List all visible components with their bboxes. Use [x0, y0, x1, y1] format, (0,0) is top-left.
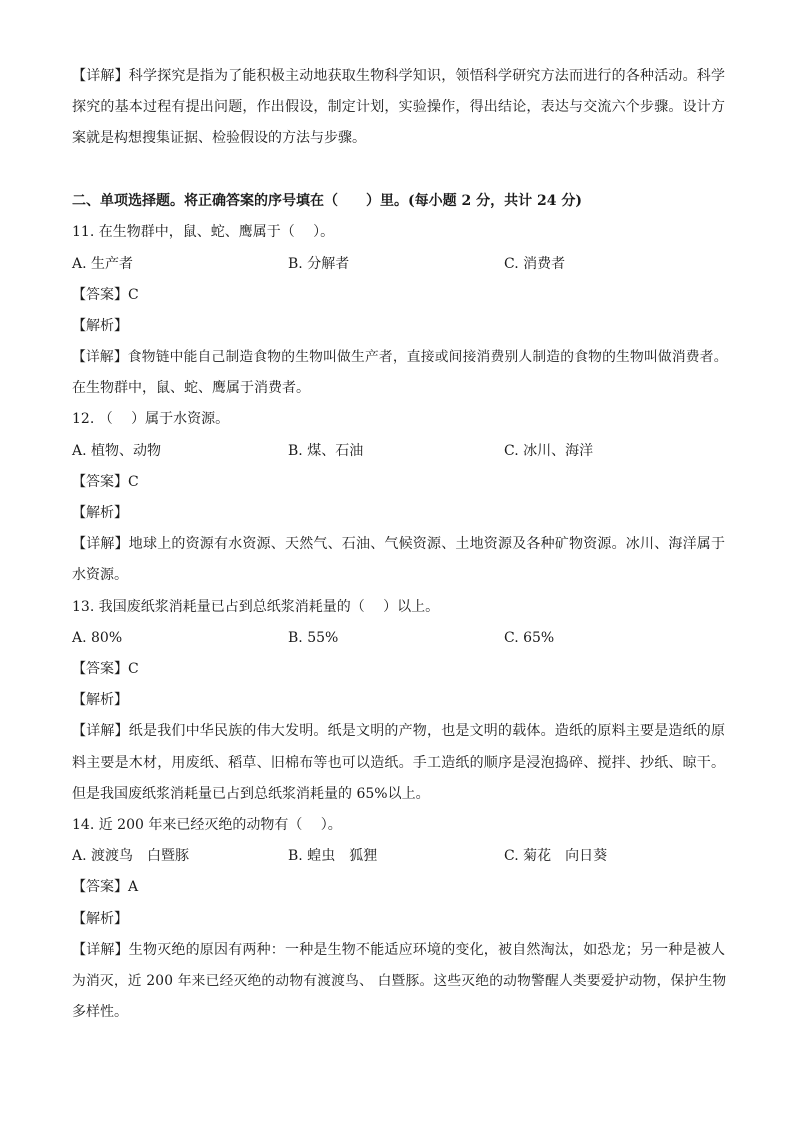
q11-stem: 11. 在生物群中，鼠、蛇、鹰属于（ ）。	[72, 224, 335, 240]
q14-option-b: B. 蝗虫 狐狸	[288, 848, 378, 864]
q11-options	[72, 254, 732, 274]
intro-explain-line-3: 案就是构想搜集证据、检验假设的方法与步骤。	[72, 130, 366, 146]
q13-analysis-text: 解析	[86, 692, 114, 708]
q12-analysis-text: 解析	[86, 505, 114, 521]
q11-analysis-label: 【解析】	[72, 318, 128, 334]
q13-option-a: A. 80%	[72, 630, 123, 646]
q11-option-a: A. 生产者	[72, 256, 134, 272]
q14-explain-line-3: 多样性。	[72, 1004, 128, 1020]
q11-explain-line-2: 在生物群中，鼠、蛇、鹰属于消费者。	[72, 380, 310, 396]
q12-option-a: A. 植物、动物	[72, 443, 162, 459]
q13-stem: 13. 我国废纸浆消耗量已占到总纸浆消耗量的（ ）以上。	[72, 599, 440, 615]
q14-explain-line-2: 为消灭，近 200 年来已经灭绝的动物有渡渡鸟、 白暨豚。这些灭绝的动物警醒人类要爱护动物，保护生物	[72, 973, 727, 989]
q14-analysis-label: 【解析】	[72, 911, 128, 927]
q12-stem: 12. （ ）属于水资源。	[72, 411, 230, 427]
section-title: 二、单项选择题。将正确答案的序号填在（ ）里。(每小题 2 分，共计 24 分)	[72, 193, 582, 209]
q11-option-b: B. 分解者	[288, 256, 350, 272]
q13-explain-line-3: 但是我国废纸浆消耗量已占到总纸浆消耗量的 65%以上。	[72, 786, 430, 802]
q14-option-c: C. 菊花 向日葵	[504, 848, 608, 864]
q12-explain-line-1: 【详解】地球上的资源有水资源、天然气、石油、气候资源、土地资源及各种矿物资源。冰川、海洋属于	[72, 536, 726, 552]
q13-option-b: B. 55%	[288, 630, 339, 646]
q12-explain-line-2: 水资源。	[72, 567, 128, 583]
q11-answer: 【答案】C	[72, 287, 139, 303]
q14-option-a: A. 渡渡鸟 白暨豚	[72, 848, 190, 864]
q13-answer: 【答案】C	[72, 661, 139, 677]
q14-answer: 【答案】A	[72, 879, 139, 895]
q11-option-c: C. 消费者	[504, 256, 566, 272]
intro-explain-line-2: 探究的基本过程有提出问题，作出假设，制定计划，实验操作，得出结论，表达与交流六个步骤。设计方	[72, 99, 726, 115]
intro-explain-line-1: 【详解】科学探究是指为了能积极主动地获取生物科学知识，领悟科学研究方法而进行的各种活动。科学	[72, 68, 726, 84]
q14-explain-line-1: 【详解】生物灭绝的原因有两种：一种是生物不能适应环境的变化，被自然淘汰，如恐龙；另一种是被人	[72, 942, 726, 958]
q14-analysis-text: 解析	[86, 911, 114, 927]
q14-stem: 14. 近 200 年来已经灭绝的动物有（ ）。	[72, 817, 342, 833]
q12-option-b: B. 煤、石油	[288, 443, 364, 459]
q12-option-c: C. 冰川、海洋	[504, 443, 594, 459]
q13-options	[72, 628, 732, 648]
q12-options	[72, 441, 732, 461]
q13-analysis-label: 【解析】	[72, 692, 128, 708]
q11-explain-line-1: 【详解】食物链中能自己制造食物的生物叫做生产者，直接或间接消费别人制造的食物的生物叫做消费者。	[72, 349, 728, 365]
q13-option-c: C. 65%	[504, 630, 555, 646]
q11-analysis-text: 解析	[86, 318, 114, 334]
q13-explain-line-2: 料主要是木材，用废纸、稻草、旧棉布等也可以造纸。手工造纸的顺序是浸泡捣碎、搅拌、抄纸、晾干。	[72, 755, 726, 771]
q14-options	[72, 846, 732, 866]
q13-explain-line-1: 【详解】纸是我们中华民族的伟大发明。纸是文明的产物，也是文明的载体。造纸的原料主要是造纸的原	[72, 723, 726, 739]
q12-analysis-label: 【解析】	[72, 505, 128, 521]
q12-answer: 【答案】C	[72, 474, 139, 490]
